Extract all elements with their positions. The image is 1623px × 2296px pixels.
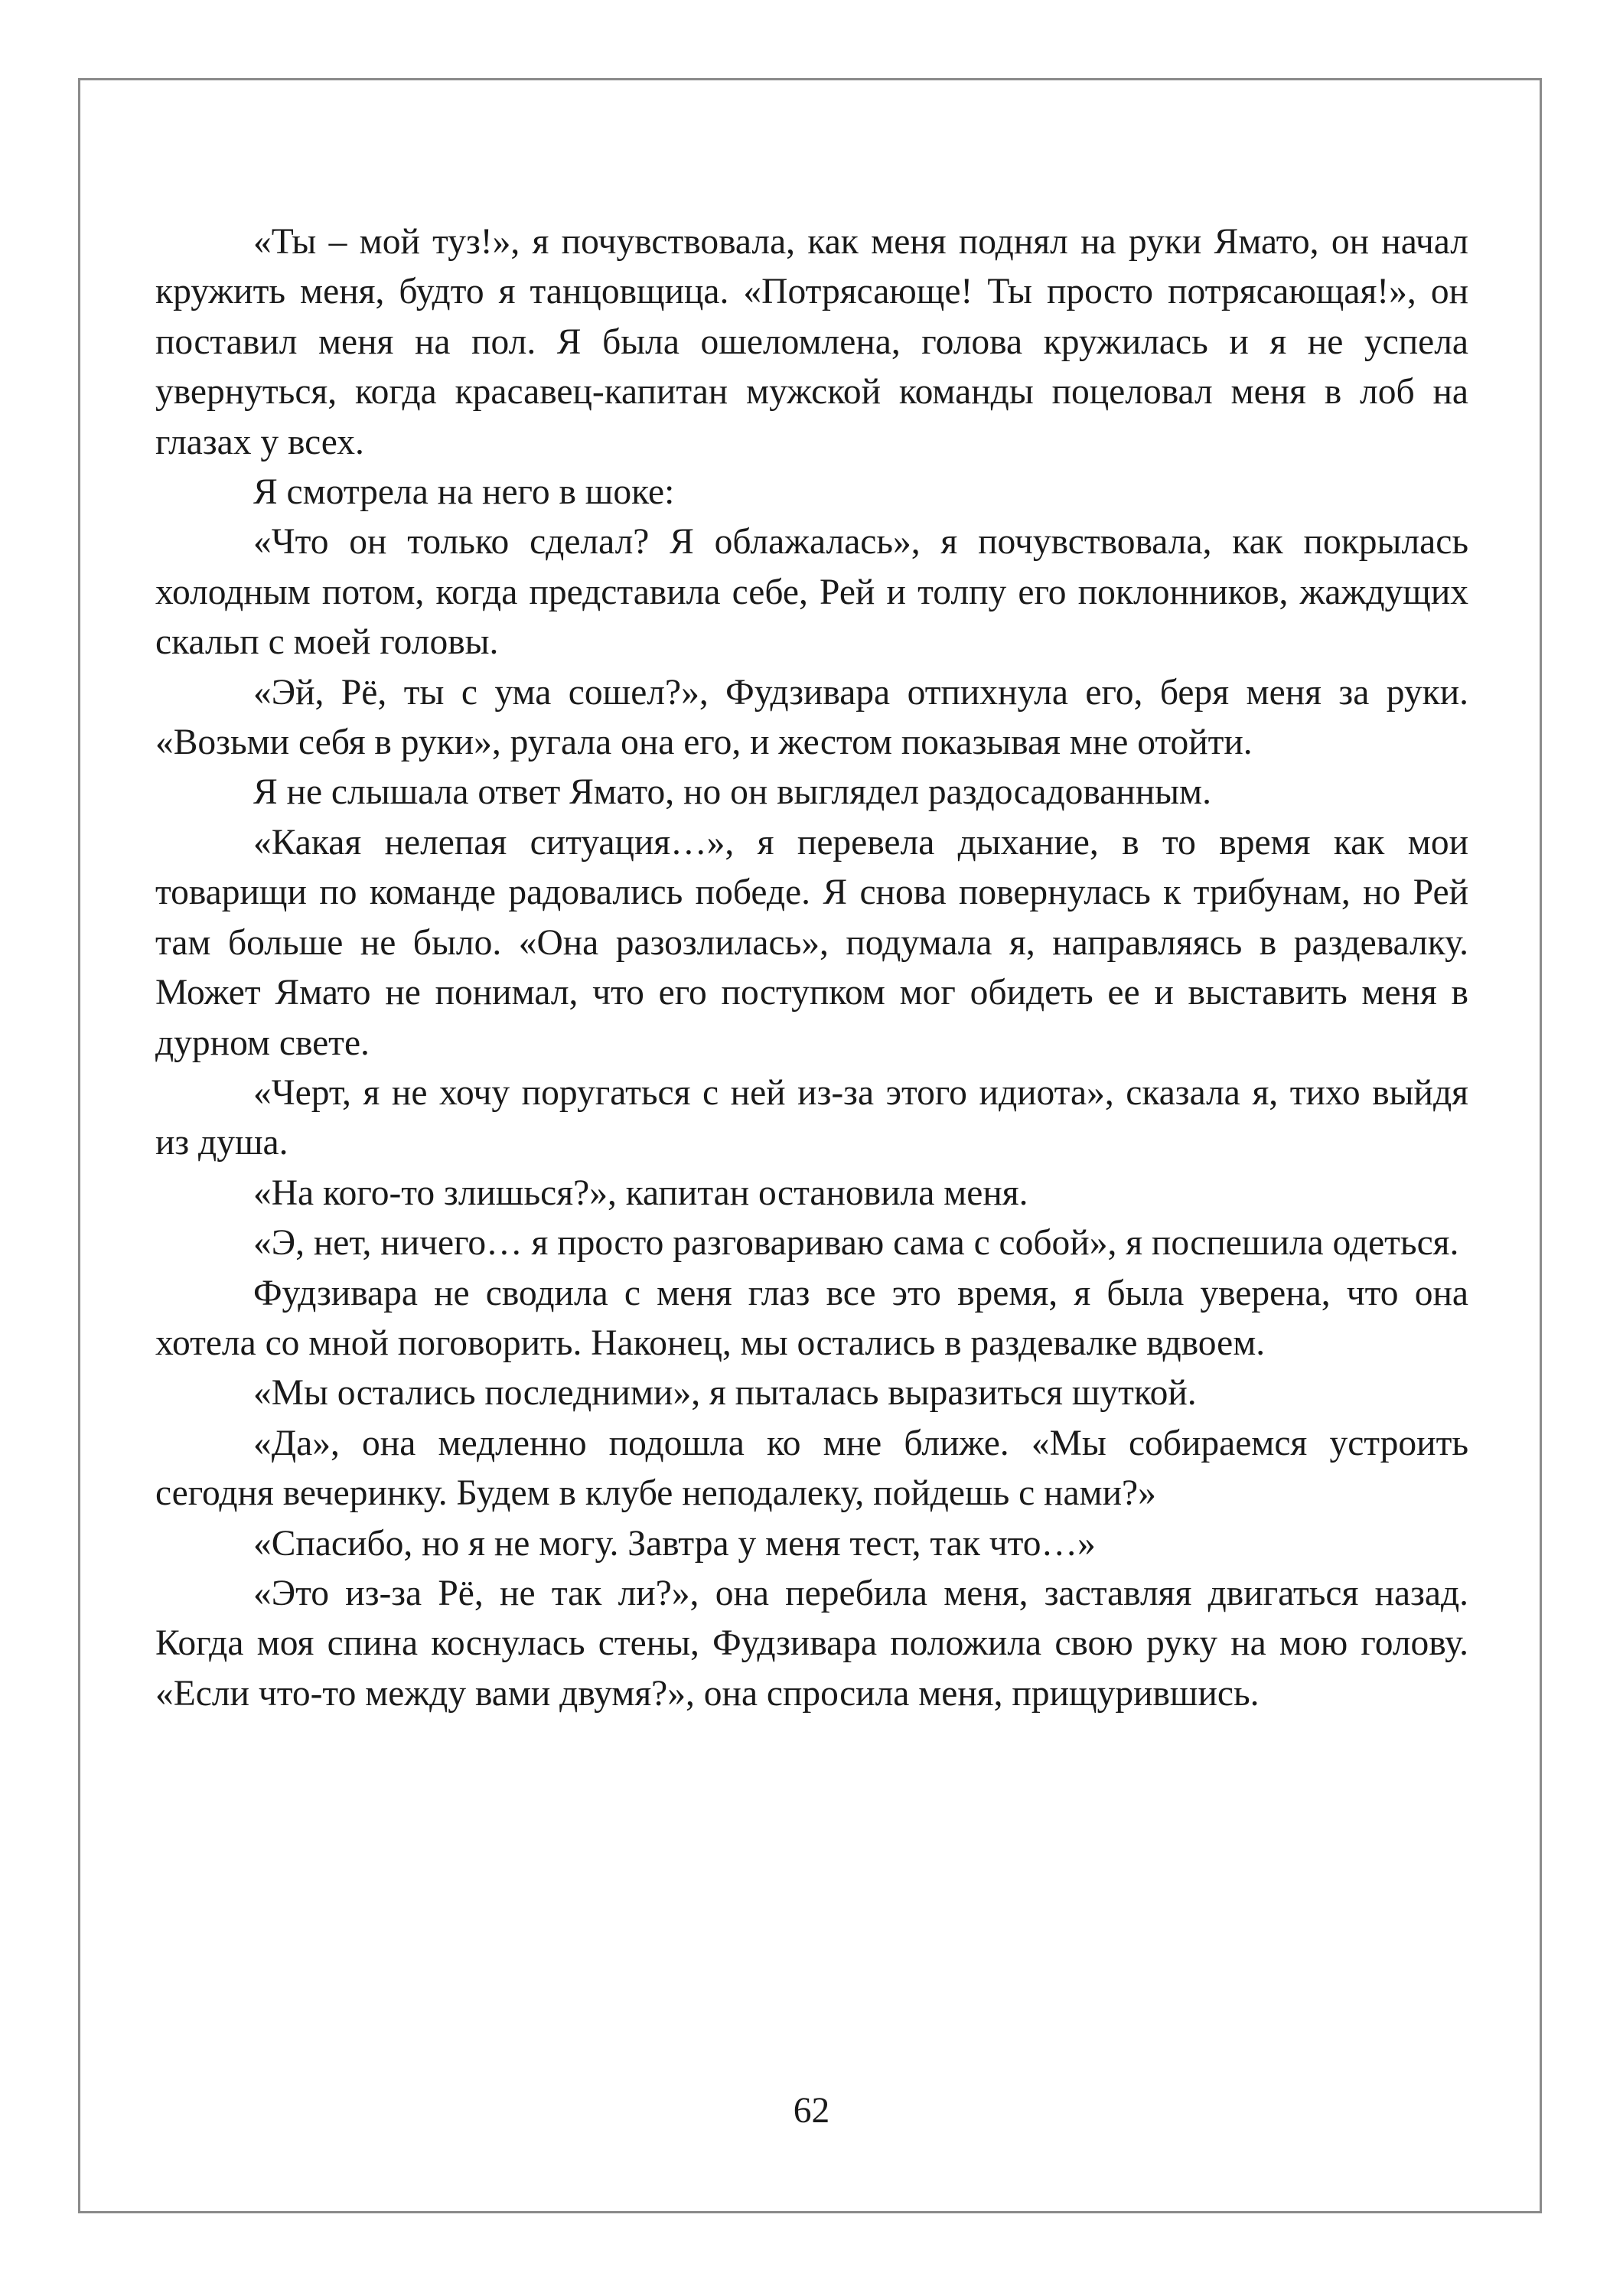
paragraph: «Э, нет, ничего… я просто разговариваю сама с собой», я поспешила одеться. <box>253 1223 1459 1264</box>
paragraph: «На кого-то злишься?», капитан остановила меня. <box>253 1172 1028 1213</box>
paragraph: «Какая нелепая ситуация…», я перевела дыхание, в то время как мои товарищи по команде радовались победе. Я снова повернулась к трибунам, но Рей там больше не было. «Она разозлилась», подумала я, направляясь в раздевалку. Может Ямато не понимал, что его поступком мог обидеть ее и выставить меня в дурном свете. <box>155 822 1468 1063</box>
body-text <box>155 217 1468 1719</box>
paragraph: Я смотрела на него в шоке: <box>253 472 675 513</box>
paragraph: «Ты – мой туз!», я почувствовала, как меня поднял на руки Ямато, он начал кружить меня, будто я танцовщица. «Потрясающе! Ты просто потрясающая!», он поставил меня на пол. Я была ошеломлена, голова кружилась и я не успела увернуться, когда красавец-капитан мужской команды поцеловал меня в лоб на глазах у всех. <box>155 222 1468 462</box>
paragraph: «Что он только сделал? Я облажалась», я почувствовала, как покрылась холодным потом, когда представила себе, Рей и толпу его поклонников, жаждущих скальп с моей головы. <box>155 522 1468 663</box>
page-number: 62 <box>793 2091 830 2131</box>
paragraph: «Это из-за Рё, не так ли?», она перебила меня, заставляя двигаться назад. Когда моя спина коснулась стены, Фудзивара положила свою руку на мою голову. «Если что-то между вами двумя?», она спросила меня, прищурившись. <box>155 1573 1468 1714</box>
paragraph: «Эй, Рё, ты с ума сошел?», Фудзивара отпихнула его, беря меня за руки. «Возьми себя в руки», ругала она его, и жестом показывая мне отойти. <box>155 672 1468 763</box>
paragraph: «Черт, я не хочу поругаться с ней из-за этого идиота», сказала я, тихо выйдя из душа. <box>155 1072 1468 1163</box>
paragraph: Я не слышала ответ Ямато, но он выглядел раздосадованным. <box>253 772 1211 813</box>
paragraph: «Мы остались последними», я пыталась выразиться шуткой. <box>253 1373 1197 1414</box>
paragraph: «Спасибо, но я не могу. Завтра у меня тест, так что…» <box>253 1523 1096 1564</box>
paragraph: «Да», она медленно подошла ко мне ближе. «Мы собираемся устроить сегодня вечеринку. Будем в клубе неподалеку, пойдешь с нами?» <box>155 1423 1468 1514</box>
paragraph: Фудзивара не сводила с меня глаз все это время, я была уверена, что она хотела со мной поговорить. Наконец, мы остались в раздевалке вдвоем. <box>155 1273 1468 1363</box>
